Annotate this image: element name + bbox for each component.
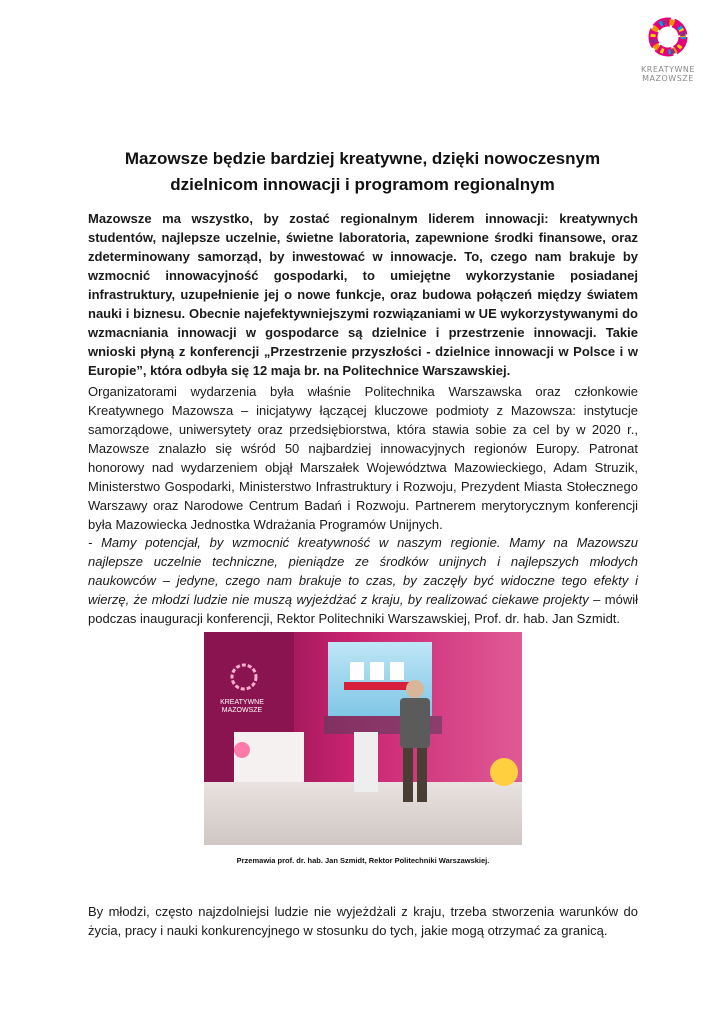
paragraph-quote — [88, 533, 638, 628]
kreatywne-mazowsze-logo — [636, 12, 700, 83]
quote-text: - Mamy potencjał, by wzmocnić kreatywność w naszym regionie. Mamy na Mazowszu najlepsze uczelnie techniczne, pieniądze ze środków unijnych i najlepszych młodych naukowców – jedyne, czego nam brakuje to czas, by zaczęły być widoczne tego efekty i wierzę, że młodzi ludzie nie muszą wyjeżdżać z kraju, by realizować ciekawe projekty — [88, 535, 638, 607]
photo-caption: Przemawia prof. dr. hab. Jan Szmidt, Rektor Politechniki Warszawskiej. — [236, 856, 490, 865]
speaker — [400, 698, 430, 748]
article-title — [86, 146, 639, 198]
paragraph-organizers: Organizatorami wydarzenia była właśnie Politechnika Warszawska oraz członkowie Kreatywnego Mazowsza – inicjatywy łączącej kluczowe podmioty z Mazowsza: instytucje samorządowe, uniwersytety oraz przedsiębiorstwa, która stawia sobie za cel by w 2020 r., Mazowsze znalazło się wśród 50 najbardziej innowacyjnych regionów Europy. Patronat honorowy nad wydarzeniem objął Marszałek Województwa Mazowieckiego, Adam Struzik, Ministerstwo Gospodarki, Ministerstwo Infrastruktury i Rozwoju, Prezydent Miasta Stołecznego Warszawy oraz Narodowe Centrum Badań i Rozwoju. Partnerem merytorycznym konferencji była Mazowiecka Jednostka Wdrażania Programów Unijnych. — [88, 384, 638, 532]
ring-logo-icon — [643, 12, 693, 62]
screen-portrait — [390, 662, 404, 680]
screen-banner — [344, 682, 414, 690]
screen-portrait — [370, 662, 384, 680]
logo-line-1: KREATYWNE — [641, 65, 695, 74]
lead-paragraph: Mazowsze ma wszystko, by zostać regionalnym liderem innowacji: kreatywnych studentów, najlepsze uczelnie, świetne laboratoria, zapewnione środki finansowe, oraz zdeterminowany samorząd, by inwestować w innowacje. To, czego nam brakuje by wzmocnić innowacyjność gospodarki, to umiejętne wykorzystanie posiadanej infrastruktury, uzupełnienie jej o nowe funkcje, oraz budowa połączeń między światem nauki i biznesu. Obecnie najefektywniejszymi rozwiązaniami w UE wykorzystywanymi do wzmacniania innowacji w gospodarce są dzielnice i przestrzenie innowacji. Takie wnioski płyną z konferencji „Przestrzenie przyszłości - dzielnice innowacji w Polsce i w Europie”, która odbyła się 12 maja br. na Politechnice Warszawskiej. — [88, 211, 638, 378]
conference-photo — [204, 632, 522, 845]
title-line-2: dzielnicom innowacji i programom regionalnym — [170, 175, 555, 194]
stand-text-2: MAZOWSZE — [221, 707, 263, 714]
paragraph-young-people: By młodzi, często najzdolniejsi ludzie nie wyjeżdżali z kraju, trzeba stworzenia warunków do życia, pracy i nauki konkurencyjnego w stosunku do tych, jakie mogą otrzymać za granicą. — [88, 904, 638, 938]
flowers — [490, 758, 518, 786]
flowers — [234, 742, 250, 758]
title-line-1: Mazowsze będzie bardziej kreatywne, dzięki nowoczesnym — [124, 149, 601, 168]
logo-wordmark — [636, 65, 700, 83]
logo-line-2: MAZOWSZE — [642, 74, 694, 83]
quote-attribution: – mówił podczas inauguracji konferencji, Rektor Politechniki Warszawskiej, Prof. dr. hab. Jan Szmidt. — [88, 592, 638, 626]
stand-text-1: KREATYWNE — [220, 699, 264, 706]
screen-portrait — [350, 662, 364, 680]
lectern — [354, 732, 378, 792]
